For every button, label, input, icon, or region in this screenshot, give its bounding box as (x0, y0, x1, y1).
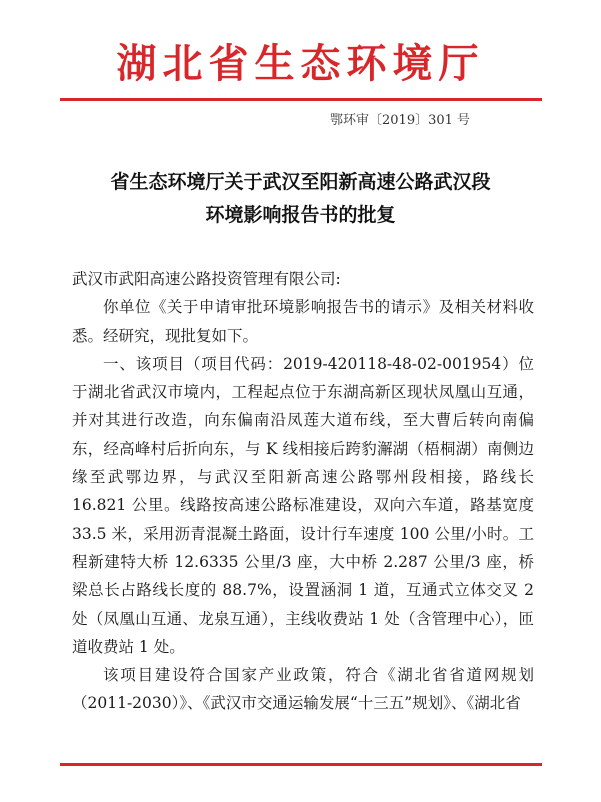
paragraph-project-description: 一、该项目（项目代码：2019-420118-48-02-001954）位于湖北省武汉市境内，工程起点位于东湖高新区现状凤凰山互通，并对其进行改造，向东偏南沿凤莲大道布线，至大曹后转向南偏东，经高峰村后折向东，与 K 线相接后跨豹澥湖（梧桐湖）南侧边缘至武鄂边界，与武汉至阳新高速公路鄂州段相接，路线长 16.821 公里。线路按高速公路标准建设，双向六车道，路基宽度 33.5 米，采用沥青混凝土路面，设计行车速度 100 公里/小时。工程新建特大桥 12.6335 公里/3 座，大中桥 2.287 公里/3 座，桥梁总长占路线长度的 88.7%，设置涵洞 1 道，互通式立体交叉 2 处（凤凰山互通、龙泉互通），主线收费站 1 处（含管理中心），匝道收费站 1 处。 (72, 354, 534, 656)
agency-header: 湖北省生态环境厅 (116, 40, 485, 87)
document-body (72, 265, 534, 718)
header-divider (60, 98, 542, 101)
footer-divider (60, 763, 542, 766)
paragraph-acknowledgement: 你单位《关于申请审批环境影响报告书的请示》及相关材料收悉。经研究，现批复如下。 (72, 298, 534, 345)
document-title-line-1: 省生态环境厅关于武汉至阳新高速公路武汉段 (110, 171, 491, 193)
document-title (40, 166, 561, 232)
salutation: 武汉市武阳高速公路投资管理有限公司: (72, 270, 341, 288)
paragraph-policy-compliance: 该项目建设符合国家产业政策，符合《湖北省省道网规划（2011-2030）》、《武汉市交通运输发展“十三五”规划》、《湖北省 (72, 666, 534, 713)
document-number: 鄂环审〔2019〕301 号 (330, 113, 471, 128)
document-title-line-2: 环境影响报告书的批复 (205, 204, 396, 226)
